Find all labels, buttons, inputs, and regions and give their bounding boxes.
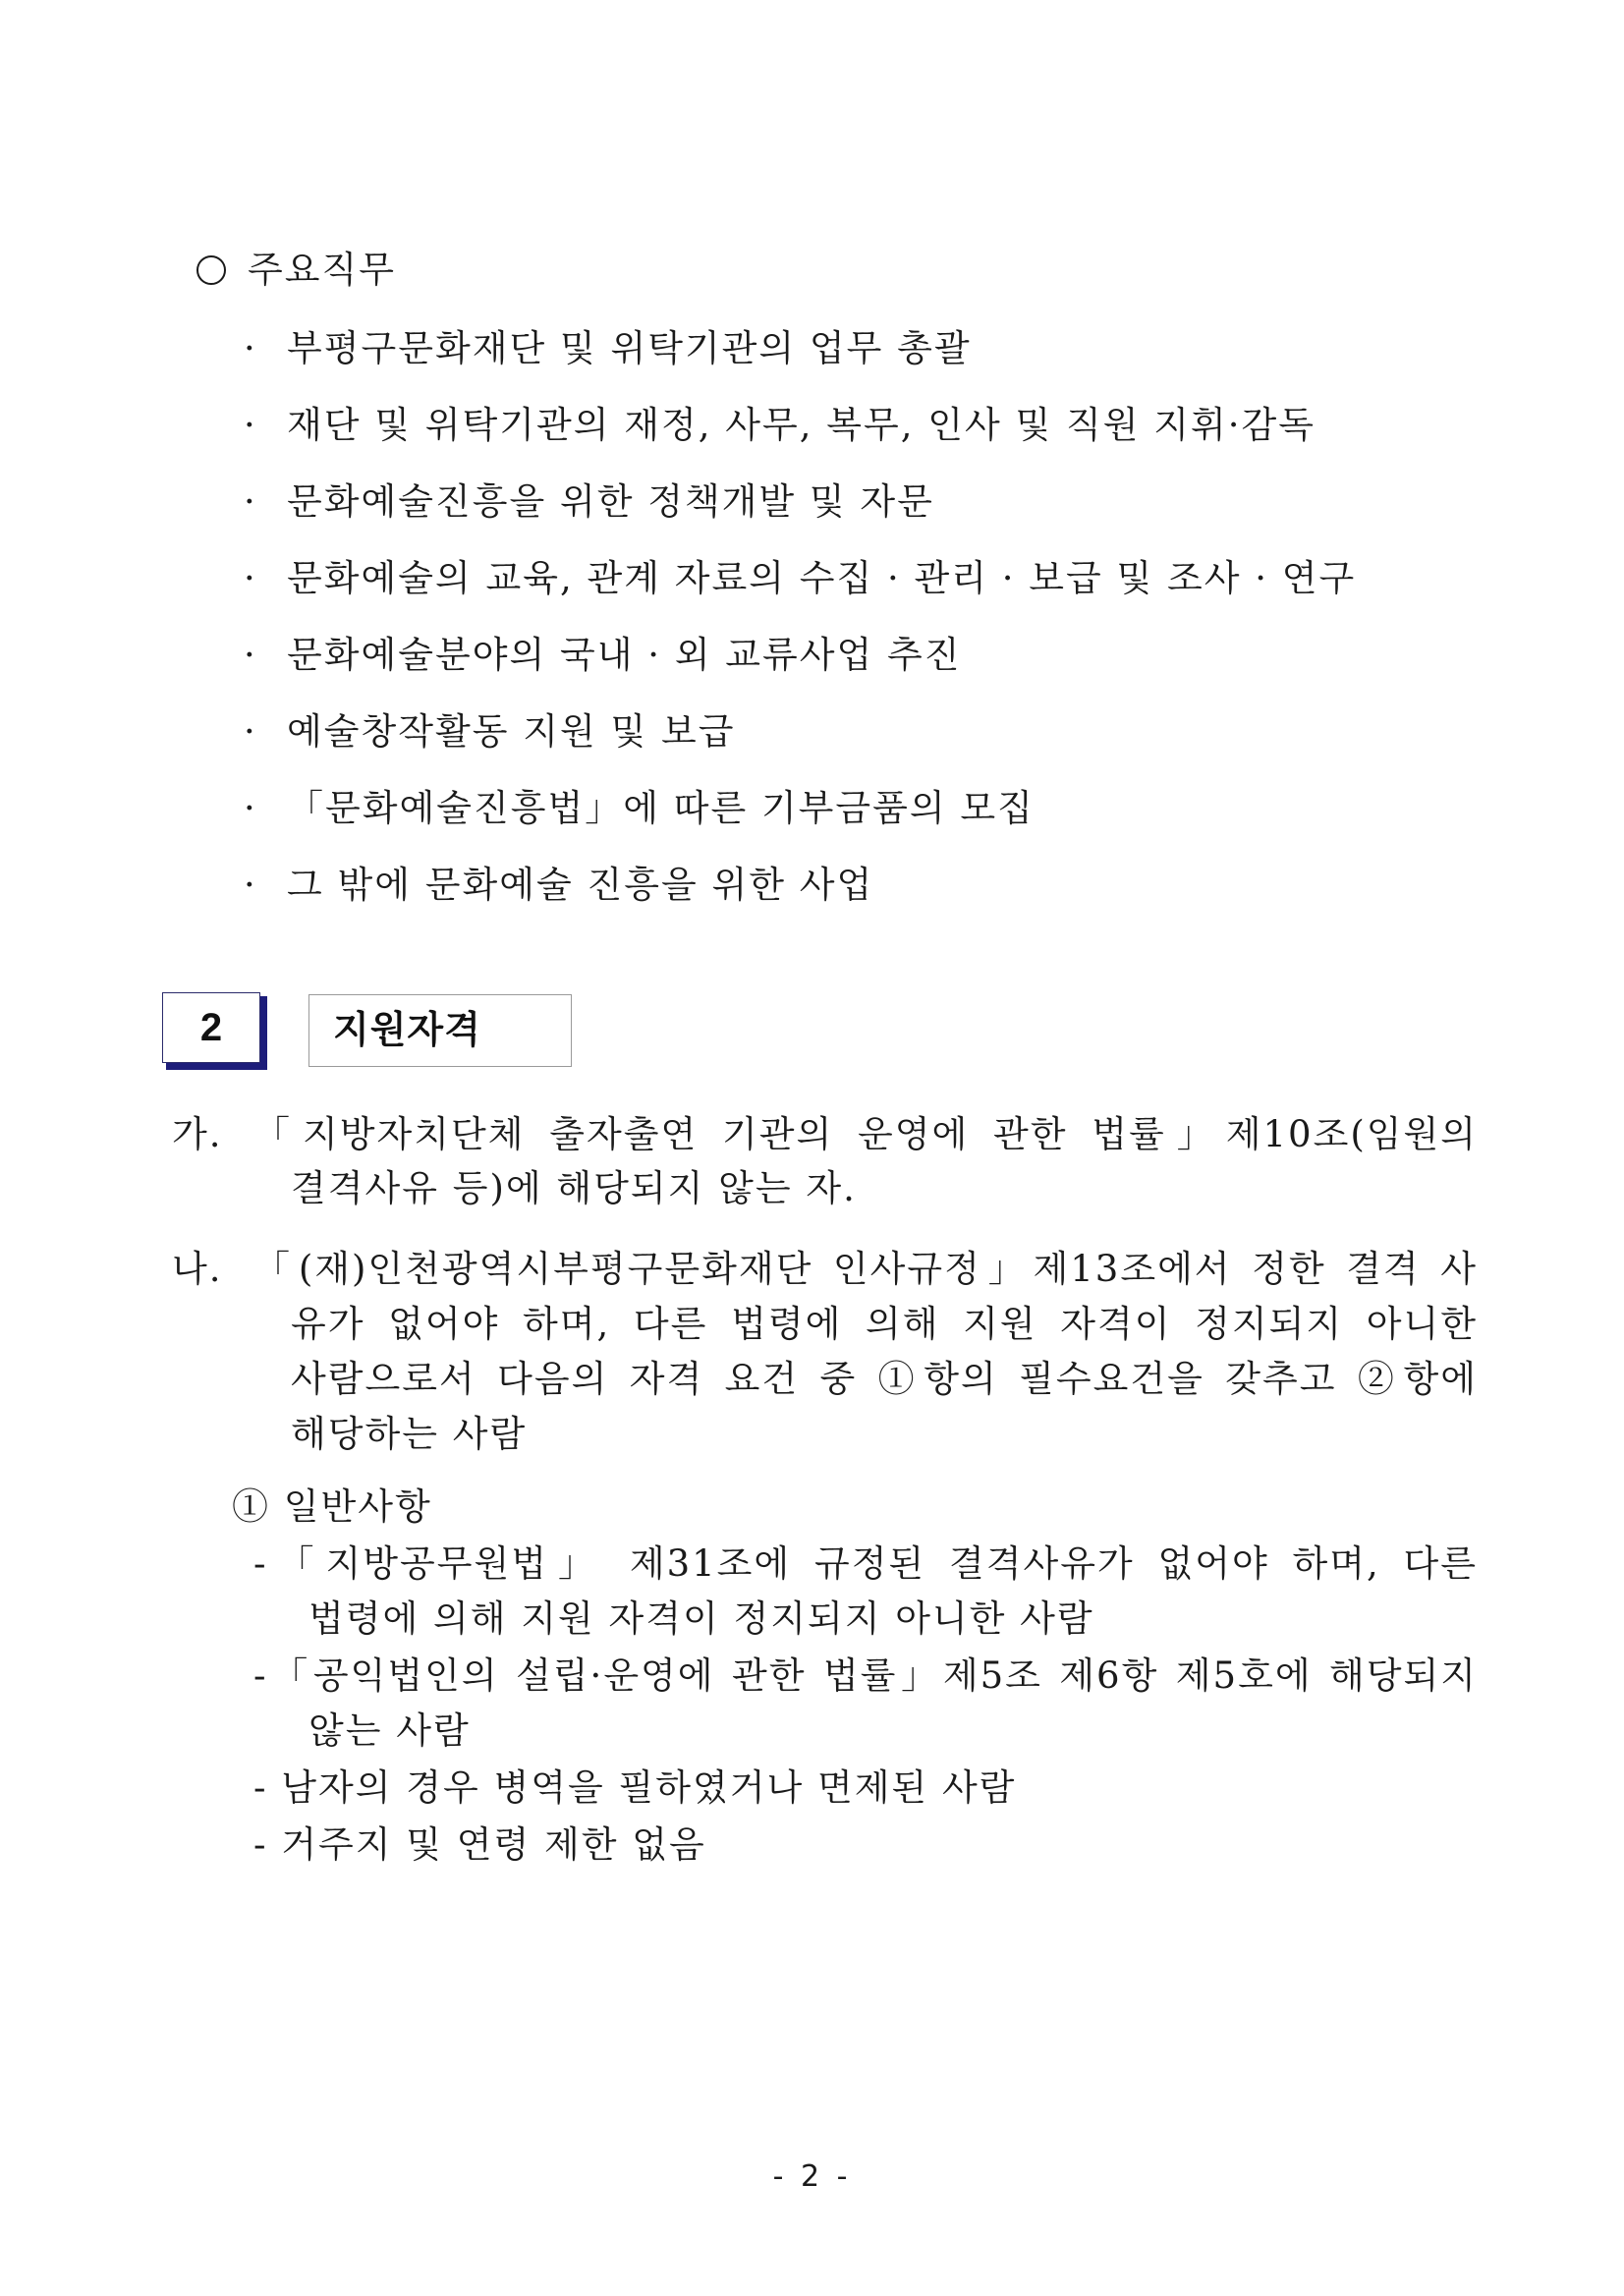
duty-text: 「문화예술진흥법」에 따른 기부금품의 모집 [287, 787, 1035, 829]
duty-text: 예술창작활동 지원 및 보급 [287, 710, 736, 753]
duty-item [244, 557, 1356, 600]
section-number-shadow [166, 1063, 267, 1070]
bullet-dot: · [244, 404, 257, 446]
bullet-dot: · [244, 480, 257, 523]
duty-item [244, 864, 873, 907]
duty-item [244, 404, 1316, 447]
duty-item [244, 327, 972, 370]
duty-text: 문화예술의 교육, 관계 자료의 수집 · 관리 · 보급 및 조사 · 연구 [287, 557, 1357, 599]
item-label-ga: 가. [172, 1113, 223, 1155]
bullet-dot: · [244, 634, 257, 676]
duty-text: 재단 및 위탁기관의 재정, 사무, 복무, 인사 및 직원 지휘·감독 [287, 404, 1316, 446]
duty-item [244, 787, 1035, 830]
duty-text: 문화예술분야의 국내 · 외 교류사업 추진 [287, 634, 962, 676]
general-heading: ① 일반사항 [232, 1485, 432, 1528]
bullet-dot: · [244, 327, 257, 369]
dash-item-line: -「지방공무원법」 제31조에 규정된 결격사유가 없어야 하며, 다른 [253, 1542, 1478, 1585]
duty-item [244, 634, 961, 677]
paragraph-line: 유가 없어야 하며, 다른 법령에 의해 지원 자격이 정지되지 아니한 [291, 1303, 1478, 1345]
bullet-dot: · [244, 557, 257, 599]
paragraph-line: 「지방자치단체 출자출연 기관의 운영에 관한 법률」제10조(임원의 [253, 1113, 1478, 1155]
page-number: - 2 - [772, 2159, 852, 2194]
bullet-dot: · [244, 710, 257, 753]
duty-text: 그 밖에 문화예술 진흥을 위한 사업 [287, 864, 874, 906]
dash-item-line: -「공익법인의 설립·운영에 관한 법률」제5조 제6항 제5호에 해당되지 [253, 1654, 1478, 1697]
dash-item-line: - 거주지 및 연령 제한 없음 [253, 1823, 706, 1866]
paragraph-line: 결격사유 등)에 해당되지 않는 자. [291, 1167, 857, 1209]
duties-heading-text: 주요직무 [248, 249, 396, 291]
bullet-dot: · [244, 864, 257, 906]
section-number-shadow [260, 996, 267, 1070]
dash-item-line: - 남자의 경우 병역을 필하였거나 면제된 사람 [253, 1766, 1017, 1809]
item-label-na: 나. [172, 1248, 223, 1290]
paragraph-line: 「(재)인천광역시부평구문화재단 인사규정」제13조에서 정한 결격 사 [253, 1248, 1478, 1290]
bullet-dot: · [244, 787, 257, 829]
paragraph-line: 사람으로서 다음의 자격 요건 중 ①항의 필수요건을 갖추고 ②항에 [291, 1358, 1478, 1400]
section-title: 지원자격 [308, 994, 572, 1067]
section-number-box: 2 [162, 992, 260, 1063]
duty-item [244, 480, 934, 524]
duty-text: 부평구문화재단 및 위탁기관의 업무 총괄 [287, 327, 972, 369]
duty-text: 문화예술진흥을 위한 정책개발 및 자문 [287, 480, 934, 523]
duties-heading [196, 249, 396, 292]
dash-item-line: 법령에 의해 지원 자격이 정지되지 아니한 사람 [308, 1597, 1094, 1640]
circle-bullet-icon [196, 255, 226, 285]
paragraph-line: 해당하는 사람 [291, 1413, 528, 1455]
duty-item [244, 710, 735, 754]
dash-item-line: 않는 사람 [308, 1709, 471, 1752]
